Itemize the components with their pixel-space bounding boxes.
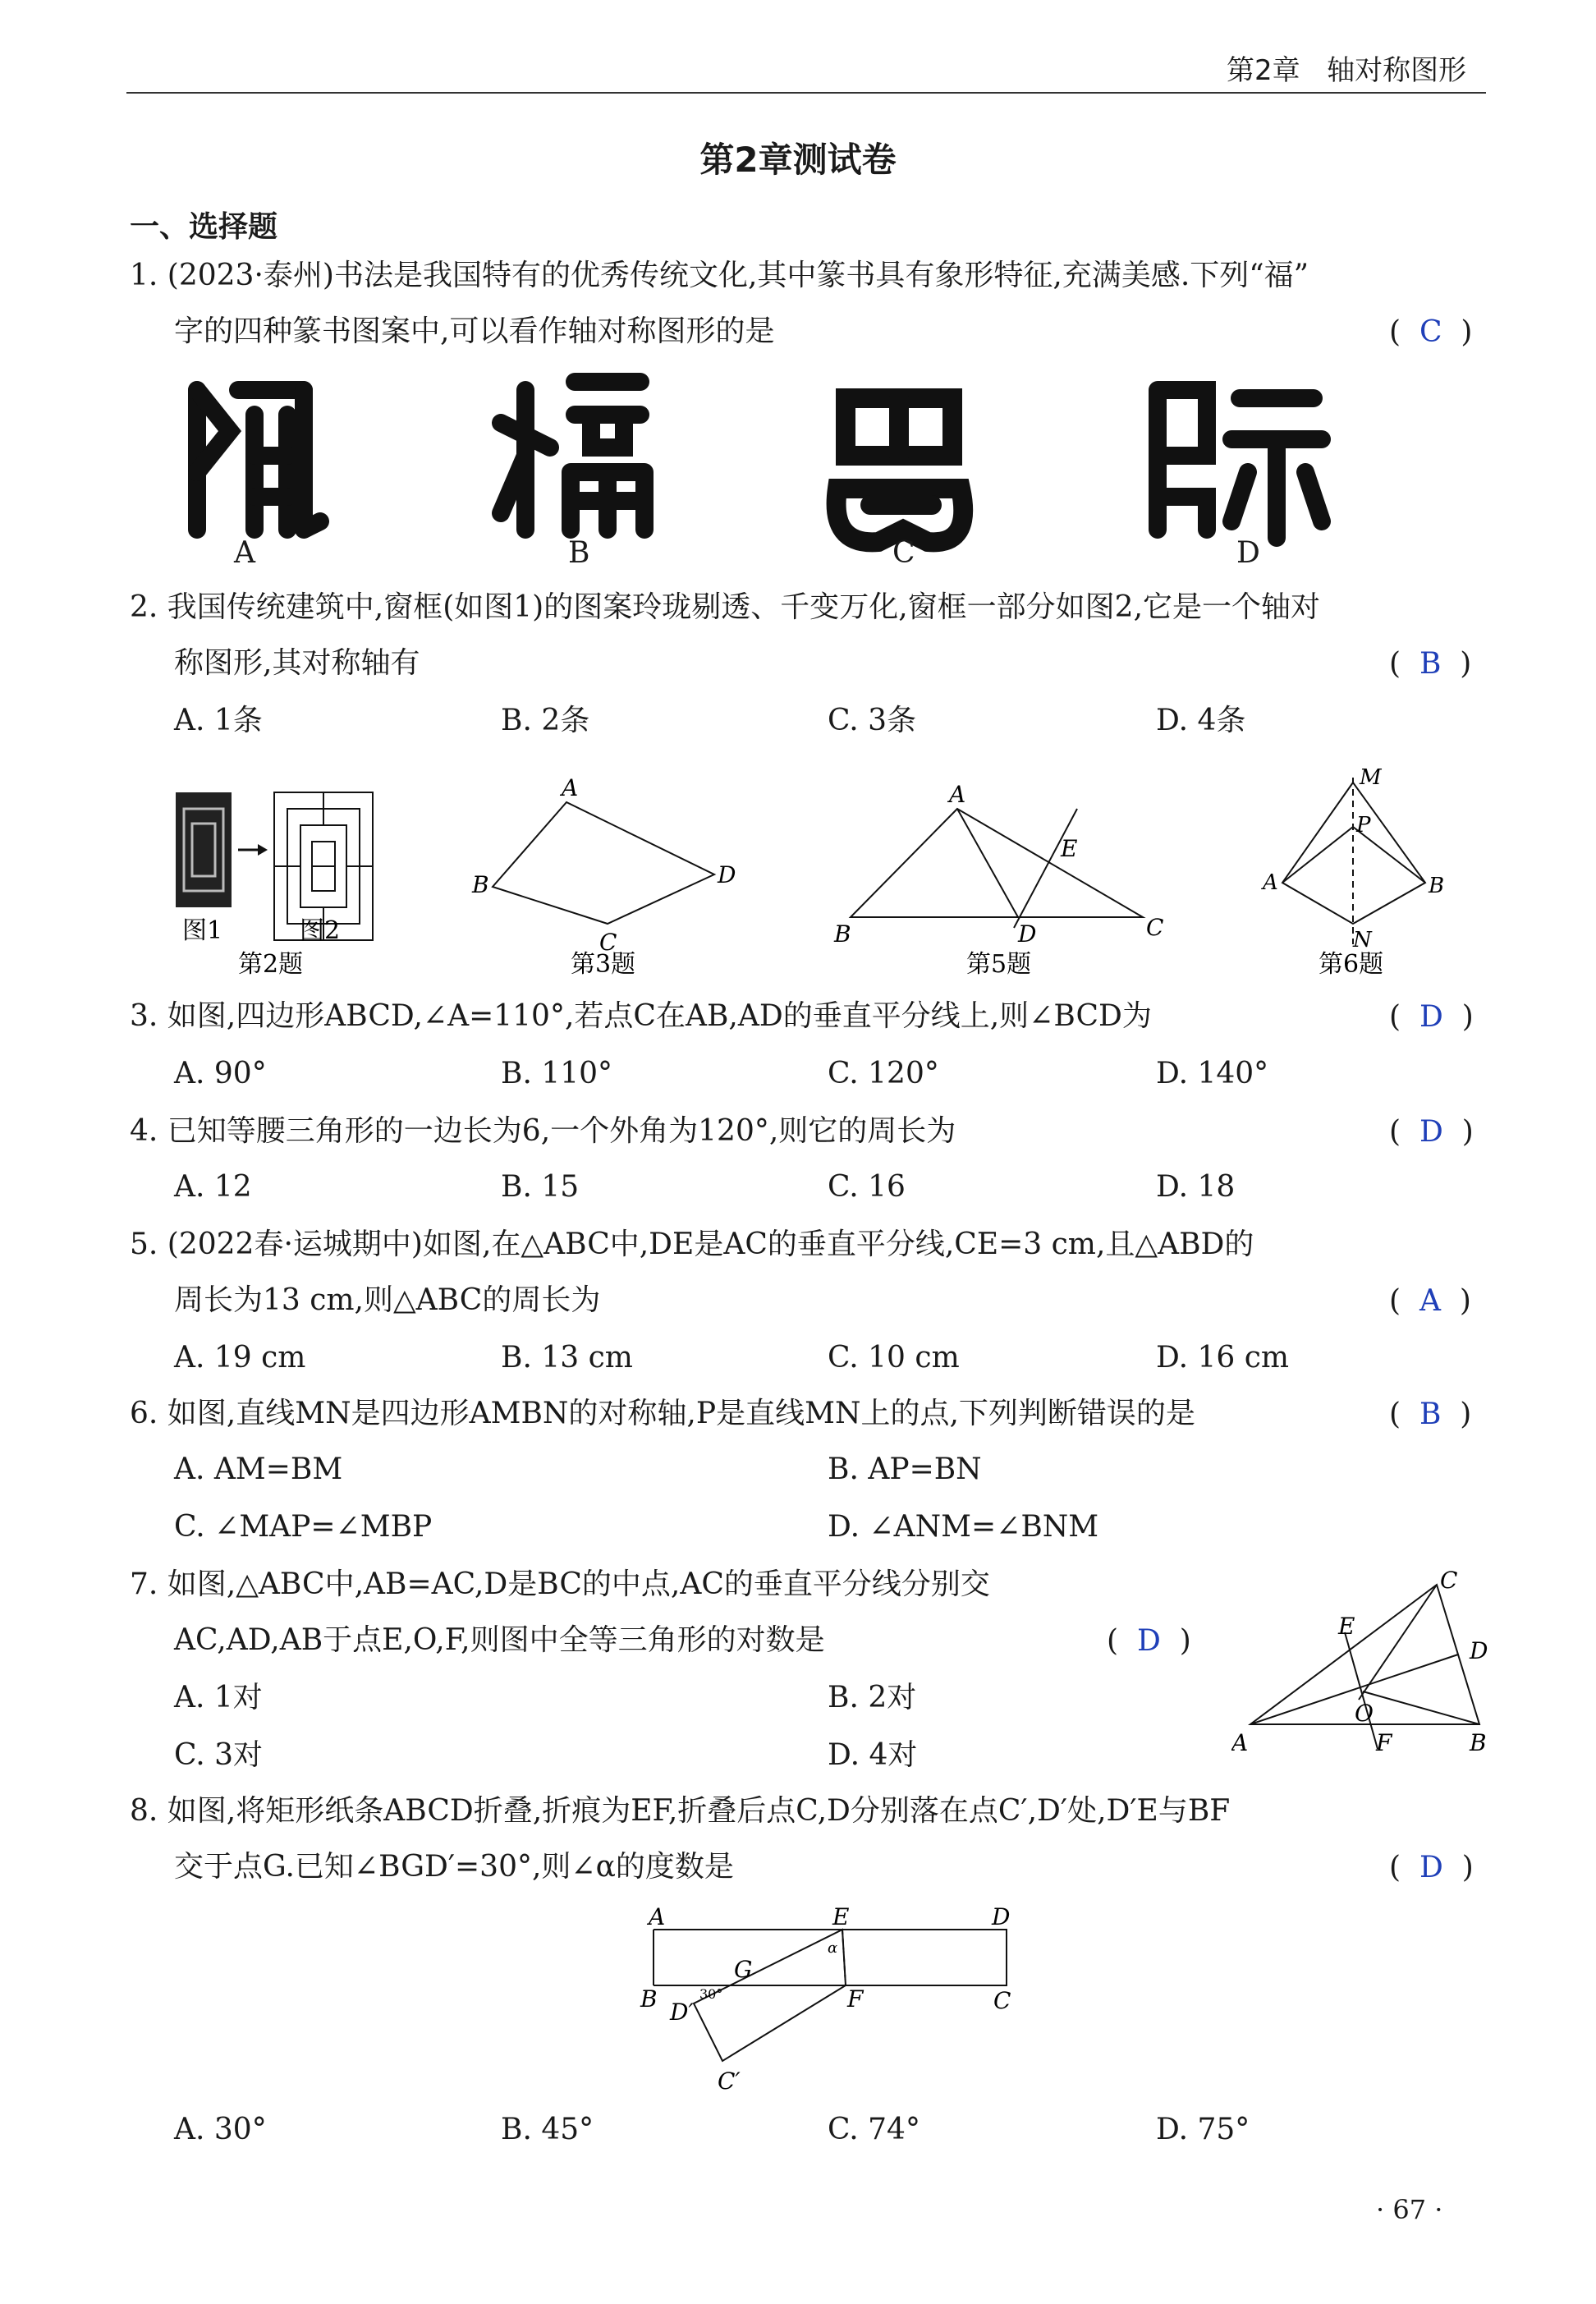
q3-option-a: A. 90° xyxy=(174,1057,267,1090)
triangle-figure xyxy=(851,809,1143,928)
q2-option-b: B. 2条 xyxy=(501,704,590,737)
q5-answer: A xyxy=(1419,1284,1441,1318)
q6-option-d: D. ∠ANM=∠BNM xyxy=(828,1510,1099,1544)
fig1-label: 图1 xyxy=(182,916,223,945)
q2-option-a: A. 1条 xyxy=(174,704,263,737)
q1-answer-box: ( C ) xyxy=(1389,315,1473,349)
q8-option-a: A. 30° xyxy=(174,2113,267,2146)
q2-text-line1: 2. 我国传统建筑中,窗框(如图1)的图案玲珑剔透、千变万化,窗框一部分如图2,它是一个轴对 xyxy=(130,590,1321,624)
fig-q3-caption: 第3题 xyxy=(571,950,636,979)
chapter-label xyxy=(1227,48,1466,88)
q8-answer-box: ( D ) xyxy=(1389,1851,1474,1884)
q3-option-d: D. 140° xyxy=(1156,1057,1269,1090)
fig8-point-c: C xyxy=(993,1987,1011,2014)
fig-q6-caption: 第6题 xyxy=(1319,950,1384,979)
q2-option-c: C. 3条 xyxy=(828,704,917,737)
fig7-point-b: B xyxy=(1470,1729,1487,1756)
q5-option-b: B. 13 cm xyxy=(501,1341,633,1375)
fig8-point-b: B xyxy=(640,1985,658,2013)
q7-text-line2: AC,AD,AB于点E,O,F,则图中全等三角形的对数是 xyxy=(174,1623,825,1657)
fig8-point-a: A xyxy=(649,1903,666,1930)
fig7-point-f: F xyxy=(1376,1729,1392,1756)
q1-answer: C xyxy=(1419,315,1442,349)
q3-answer: D xyxy=(1419,1000,1443,1034)
q4-answer-box: ( D ) xyxy=(1389,1115,1474,1149)
q7-triangle-figure xyxy=(1231,1560,1494,1774)
fig3-point-c: C xyxy=(599,929,617,956)
q2-answer-box: ( B ) xyxy=(1389,647,1472,681)
q7-option-b: B. 2对 xyxy=(828,1681,917,1714)
quadrilateral-figure xyxy=(493,802,714,924)
seal-b-image xyxy=(501,382,644,530)
q5-text-line2: 周长为13 cm,则△ABC的周长为 xyxy=(174,1283,601,1317)
seal-a-image xyxy=(197,390,320,530)
q8-option-b: B. 45° xyxy=(501,2113,594,2146)
q5-text-line1: 5. (2022春·运城期中)如图,在△ABC中,DE是AC的垂直平分线,CE=3 cm,且△ABD的 xyxy=(130,1228,1254,1261)
q6-text-line1: 6. 如图,直线MN是四边形AMBN的对称轴,P是直线MN上的点,下列判断错误的是 xyxy=(130,1397,1195,1430)
q5-option-a: A. 19 cm xyxy=(174,1341,306,1375)
fig8-angle-alpha: α xyxy=(828,1939,838,1957)
q6-option-b: B. AP=BN xyxy=(828,1453,982,1486)
fig6-point-a: A xyxy=(1263,870,1278,895)
page-number: · 67 · xyxy=(1376,2194,1443,2225)
fig5-point-c: C xyxy=(1146,914,1164,941)
q4-option-c: C. 16 xyxy=(828,1170,906,1204)
fig8-point-c-prime: C′ xyxy=(718,2068,741,2095)
fig7-point-o: O xyxy=(1355,1700,1374,1727)
fig3-point-b: B xyxy=(472,871,489,898)
q3-text-line1: 3. 如图,四边形ABCD,∠A=110°,若点C在AB,AD的垂直平分线上,则∠BCD为 xyxy=(130,999,1152,1033)
q5-answer-box: ( A ) xyxy=(1389,1284,1471,1318)
fig6-point-m: M xyxy=(1360,765,1382,790)
symmetric-quadrilateral-figure xyxy=(1282,778,1425,944)
fig8-point-f: F xyxy=(847,1985,864,2013)
seal-c-image xyxy=(837,398,964,542)
fig7-point-d: D xyxy=(1470,1637,1488,1664)
q1-label-a: A xyxy=(234,536,255,570)
fig7-point-e: E xyxy=(1338,1613,1355,1640)
q3-option-b: B. 110° xyxy=(501,1057,613,1090)
q3-answer-box: ( D ) xyxy=(1389,1000,1474,1034)
fig5-point-b: B xyxy=(834,920,851,948)
fig8-point-d-prime: D′ xyxy=(670,1999,694,2026)
q7-option-d: D. 4对 xyxy=(828,1738,918,1772)
fig-q2-caption: 第2题 xyxy=(238,950,304,979)
q7-option-a: A. 1对 xyxy=(174,1681,263,1714)
fig8-point-d: D xyxy=(992,1903,1011,1930)
fig6-point-n: N xyxy=(1353,928,1372,952)
q2-answer: B xyxy=(1419,647,1442,681)
fig8-point-g: G xyxy=(734,1956,753,1983)
figures-row xyxy=(164,760,1445,989)
fig5-point-a: A xyxy=(949,781,966,808)
section-heading: 一、选择题 xyxy=(130,210,278,244)
q4-text-line1: 4. 已知等腰三角形的一边长为6,一个外角为120°,则它的周长为 xyxy=(130,1114,956,1148)
q8-text-line1: 8. 如图,将矩形纸条ABCD折叠,折痕为EF,折叠后点C,D分别落在点C′,D′处,D′E与BF xyxy=(130,1794,1231,1828)
fig7-point-c: C xyxy=(1440,1567,1458,1594)
fig7-point-a: A xyxy=(1231,1729,1249,1756)
q7-answer-box: ( D ) xyxy=(1107,1624,1191,1658)
q1-label-c: C xyxy=(892,536,915,570)
fig3-point-d: D xyxy=(718,861,736,888)
q8-folded-strip-figure xyxy=(632,1897,1059,2102)
fig8-point-e: E xyxy=(832,1903,850,1930)
q8-option-d: D. 75° xyxy=(1156,2113,1250,2146)
fig5-point-e: E xyxy=(1061,835,1078,862)
q1-label-b: B xyxy=(568,536,590,570)
q4-option-a: A. 12 xyxy=(174,1170,252,1204)
q1-text-line2: 字的四种篆书图案中,可以看作轴对称图形的是 xyxy=(174,314,775,348)
q8-text-line2: 交于点G.已知∠BGD′=30°,则∠α的度数是 xyxy=(174,1850,734,1884)
fig5-point-d: D xyxy=(1018,920,1037,948)
page-title: 第2章测试卷 xyxy=(699,140,897,180)
q7-text-line1: 7. 如图,△ABC中,AB=AC,D是BC的中点,AC的垂直平分线分别交 xyxy=(130,1567,990,1601)
fig3-point-a: A xyxy=(562,774,579,801)
q1-label-d: D xyxy=(1236,536,1260,570)
fig8-angle-30: 30° xyxy=(699,1986,723,2002)
q7-option-c: C. 3对 xyxy=(174,1738,264,1772)
q6-answer-box: ( B ) xyxy=(1389,1398,1472,1431)
q2-option-d: D. 4条 xyxy=(1156,704,1246,737)
q4-answer: D xyxy=(1419,1115,1443,1149)
q6-answer: B xyxy=(1419,1398,1442,1431)
q8-answer: D xyxy=(1419,1851,1443,1884)
chapter-number: 第2章 xyxy=(1227,54,1300,87)
chapter-topic: 轴对称图形 xyxy=(1327,54,1467,87)
q8-option-c: C. 74° xyxy=(828,2113,920,2146)
fig6-point-p: P xyxy=(1356,813,1371,838)
fig2-label: 图2 xyxy=(300,916,341,945)
header-rule xyxy=(126,92,1486,94)
fig-q5-caption: 第5题 xyxy=(966,950,1032,979)
q5-option-d: D. 16 cm xyxy=(1156,1341,1290,1375)
q1-text-line1: 1. (2023·泰州)书法是我国特有的优秀传统文化,其中篆书具有象形特征,充满美感.下列“福” xyxy=(130,259,1309,292)
q7-answer: D xyxy=(1136,1624,1161,1658)
q6-option-a: A. AM=BM xyxy=(174,1453,343,1486)
q6-option-c: C. ∠MAP=∠MBP xyxy=(174,1510,433,1544)
q5-option-c: C. 10 cm xyxy=(828,1341,960,1375)
q4-option-b: B. 15 xyxy=(501,1170,580,1204)
q2-text-line2: 称图形,其对称轴有 xyxy=(174,646,420,680)
fig6-point-b: B xyxy=(1429,874,1445,898)
q1-seal-figures xyxy=(164,365,1363,579)
seal-d-image xyxy=(1158,390,1322,538)
q4-option-d: D. 18 xyxy=(1156,1170,1236,1204)
q3-option-c: C. 120° xyxy=(828,1057,939,1090)
